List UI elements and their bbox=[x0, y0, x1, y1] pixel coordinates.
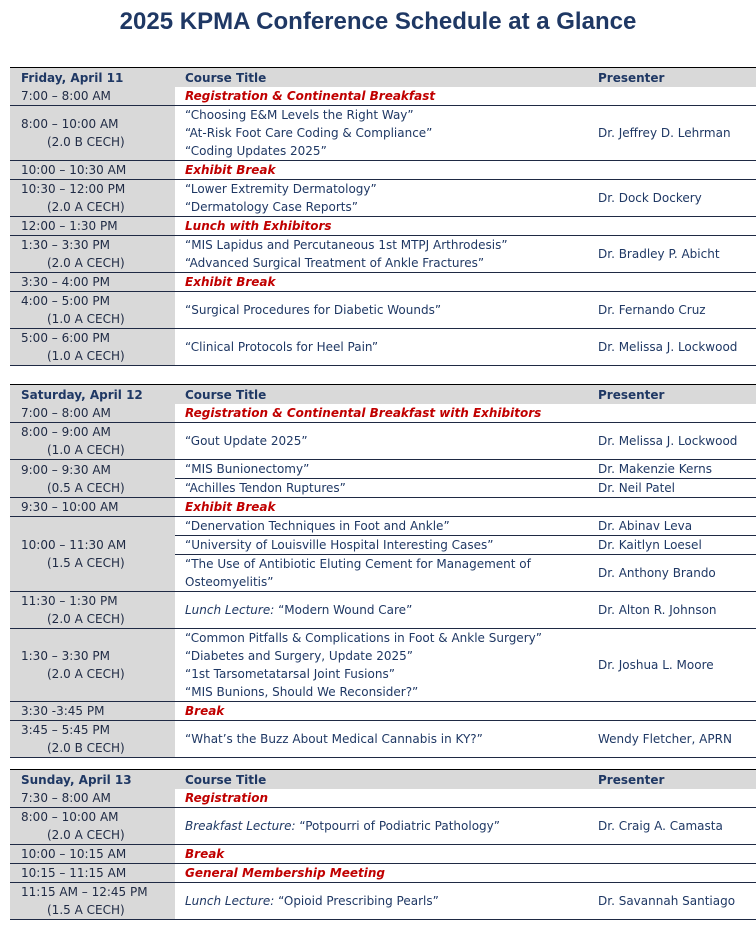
presenter-name bbox=[588, 702, 756, 721]
cech-credit: (2.0 B CECH) bbox=[47, 741, 125, 755]
page-title: 2025 KPMA Conference Schedule at a Glance bbox=[119, 8, 637, 35]
table-row bbox=[10, 273, 756, 292]
presenter-name: Dr. Neil Patel bbox=[588, 479, 756, 498]
table-row bbox=[10, 883, 756, 920]
time-text: 4:00 – 5:00 PM bbox=[21, 294, 110, 308]
course-title: “Advanced Surgical Treatment of Ankle Fractures” bbox=[185, 256, 485, 270]
lecture-type-label: Lunch Lecture: bbox=[185, 894, 279, 908]
course-title: “Coding Updates 2025” bbox=[185, 144, 327, 158]
session-break-label: Break bbox=[185, 847, 225, 861]
cech-credit: (1.0 A CECH) bbox=[47, 349, 125, 363]
table-row bbox=[10, 808, 756, 845]
time-cell bbox=[10, 180, 175, 217]
course-title-cell bbox=[175, 721, 588, 758]
course-title-cell bbox=[175, 273, 588, 292]
course-title: “MIS Bunionectomy” bbox=[175, 460, 588, 479]
presenter-name bbox=[588, 161, 756, 180]
cech-credit: (2.0 A CECH) bbox=[47, 256, 125, 270]
time-text: 8:00 – 10:00 AM bbox=[21, 117, 119, 131]
presenter-name: Wendy Fletcher, APRN bbox=[588, 721, 756, 758]
table-row bbox=[10, 629, 756, 702]
time-slot bbox=[10, 161, 175, 179]
course-title-cell bbox=[175, 180, 588, 217]
course-title: “Common Pitfalls & Complications in Foot & Ankle Surgery” bbox=[185, 631, 542, 645]
time-cell bbox=[10, 161, 175, 180]
course-title-cell bbox=[175, 217, 588, 236]
schedule-table bbox=[10, 769, 756, 920]
presenter-name: Dr. Jeffrey D. Lehrman bbox=[588, 106, 756, 161]
time-slot bbox=[10, 592, 175, 628]
course-title: “Surgical Procedures for Diabetic Wounds” bbox=[185, 303, 442, 317]
course-title-cell bbox=[175, 864, 588, 883]
time-cell bbox=[10, 864, 175, 883]
session-break-label: Lunch with Exhibitors bbox=[185, 219, 332, 233]
time-slot bbox=[10, 721, 175, 757]
course-title: “Lower Extremity Dermatology” bbox=[185, 182, 377, 196]
time-cell bbox=[10, 236, 175, 273]
time-text: 10:00 – 10:30 AM bbox=[21, 163, 127, 177]
time-cell bbox=[10, 460, 175, 498]
course-title: “Modern Wound Care” bbox=[278, 603, 413, 617]
time-text: 5:00 – 6:00 PM bbox=[21, 331, 110, 345]
course-title: “Potpourri of Podiatric Pathology” bbox=[299, 819, 500, 833]
time-text: 9:00 – 9:30 AM bbox=[21, 462, 111, 477]
table-row bbox=[10, 864, 756, 883]
day-header: Saturday, April 12 bbox=[10, 385, 175, 405]
course-title-cell bbox=[175, 292, 588, 329]
session-break-label: Registration & Continental Breakfast with Exhibitors bbox=[185, 406, 542, 420]
session-break-label: Exhibit Break bbox=[185, 275, 276, 289]
time-cell bbox=[10, 845, 175, 864]
session-break-label: Break bbox=[185, 704, 225, 718]
course-title: “Diabetes and Surgery, Update 2025” bbox=[185, 649, 413, 663]
time-slot bbox=[10, 236, 175, 272]
course-title: “Opioid Prescribing Pearls” bbox=[278, 894, 439, 908]
time-slot bbox=[10, 498, 175, 516]
time-slot bbox=[10, 808, 175, 844]
time-cell bbox=[10, 808, 175, 845]
time-text: 3:45 – 5:45 PM bbox=[21, 723, 110, 737]
course-title: “What’s the Buzz About Medical Cannabis in KY?” bbox=[185, 732, 483, 746]
time-text: 10:15 – 11:15 AM bbox=[21, 866, 127, 880]
day-header: Sunday, April 13 bbox=[10, 770, 175, 790]
time-slot bbox=[10, 423, 175, 459]
course-title: “Dermatology Case Reports” bbox=[185, 200, 358, 214]
lecture-type-label: Lunch Lecture: bbox=[185, 603, 279, 617]
course-title: “1st Tarsometatarsal Joint Fusions” bbox=[185, 667, 395, 681]
time-text: 3:30 -3:45 PM bbox=[21, 704, 105, 718]
course-title: “Achilles Tendon Ruptures” bbox=[175, 479, 588, 498]
course-title-cell bbox=[175, 629, 588, 702]
presenter-name: Dr. Alton R. Johnson bbox=[588, 592, 756, 629]
table-header-row bbox=[10, 385, 756, 405]
cech-credit: (2.0 B CECH) bbox=[47, 135, 125, 149]
presenter-name: Dr. Anthony Brando bbox=[588, 555, 756, 592]
cech-credit: (2.0 A CECH) bbox=[47, 828, 125, 842]
time-text: 11:30 – 1:30 PM bbox=[21, 594, 118, 608]
course-title-cell bbox=[175, 161, 588, 180]
time-cell bbox=[10, 702, 175, 721]
course-title-cell bbox=[175, 498, 588, 517]
table-row bbox=[10, 517, 756, 536]
time-cell bbox=[10, 273, 175, 292]
table-row bbox=[10, 236, 756, 273]
table-row bbox=[10, 329, 756, 366]
time-slot bbox=[10, 292, 175, 328]
session-break-label: General Membership Meeting bbox=[185, 866, 385, 880]
time-cell bbox=[10, 292, 175, 329]
time-text: 7:00 – 8:00 AM bbox=[21, 406, 111, 420]
time-text: 1:30 – 3:30 PM bbox=[21, 238, 110, 252]
time-cell bbox=[10, 106, 175, 161]
session-break-label: Exhibit Break bbox=[185, 500, 276, 514]
time-cell bbox=[10, 87, 175, 106]
cech-credit: (1.0 A CECH) bbox=[47, 443, 125, 457]
lecture-type-label: Breakfast Lecture: bbox=[185, 819, 300, 833]
time-cell bbox=[10, 883, 175, 920]
schedule-table bbox=[10, 67, 756, 366]
cech-credit: (1.5 A CECH) bbox=[47, 556, 125, 570]
presenter-name: Dr. Kaitlyn Loesel bbox=[588, 536, 756, 555]
session-break-label: Exhibit Break bbox=[185, 163, 276, 177]
time-slot bbox=[10, 883, 175, 919]
presenter-header: Presenter bbox=[588, 385, 756, 405]
table-row bbox=[10, 789, 756, 808]
time-slot bbox=[10, 536, 175, 572]
course-title-header: Course Title bbox=[175, 385, 588, 405]
time-cell bbox=[10, 517, 175, 592]
time-slot bbox=[10, 329, 175, 365]
table-row bbox=[10, 217, 756, 236]
course-title-cell bbox=[175, 808, 588, 845]
time-slot bbox=[10, 845, 175, 863]
time-cell bbox=[10, 592, 175, 629]
time-slot bbox=[10, 864, 175, 882]
course-title-cell bbox=[175, 404, 588, 423]
course-title-cell bbox=[175, 423, 588, 460]
session-break-label: Registration bbox=[185, 791, 269, 805]
table-row bbox=[10, 460, 756, 479]
lecture-line bbox=[185, 817, 588, 835]
course-title-cell bbox=[175, 236, 588, 273]
time-cell bbox=[10, 423, 175, 460]
day-header: Friday, April 11 bbox=[10, 68, 175, 88]
presenter-name: Dr. Fernando Cruz bbox=[588, 292, 756, 329]
presenter-name: Dr. Dock Dockery bbox=[588, 180, 756, 217]
presenter-name: Dr. Makenzie Kerns bbox=[588, 460, 756, 479]
time-text: 12:00 – 1:30 PM bbox=[21, 219, 118, 233]
course-title: “Clinical Protocols for Heel Pain” bbox=[185, 340, 379, 354]
table-row bbox=[10, 180, 756, 217]
presenter-header: Presenter bbox=[588, 68, 756, 88]
schedule-table bbox=[10, 384, 756, 758]
course-title: “MIS Lapidus and Percutaneous 1st MTPJ Arthrodesis” bbox=[185, 238, 508, 252]
time-text: 8:00 – 9:00 AM bbox=[21, 425, 111, 439]
presenter-name bbox=[588, 789, 756, 808]
course-title-header: Course Title bbox=[175, 770, 588, 790]
presenter-name: Dr. Craig A. Camasta bbox=[588, 808, 756, 845]
lecture-line bbox=[185, 601, 588, 619]
course-title: “Denervation Techniques in Foot and Ankle” bbox=[175, 517, 588, 536]
table-row bbox=[10, 161, 756, 180]
presenter-name bbox=[588, 273, 756, 292]
time-slot bbox=[10, 180, 175, 216]
cech-credit: (1.5 A CECH) bbox=[47, 903, 125, 917]
table-row bbox=[10, 845, 756, 864]
cech-credit: (2.0 A CECH) bbox=[47, 200, 125, 214]
table-row bbox=[10, 106, 756, 161]
time-slot bbox=[10, 404, 175, 422]
cech-credit: (0.5 A CECH) bbox=[47, 480, 125, 495]
presenter-name bbox=[588, 87, 756, 106]
table-header-row bbox=[10, 770, 756, 790]
presenter-name: Dr. Melissa J. Lockwood bbox=[588, 329, 756, 366]
time-slot bbox=[10, 115, 175, 151]
presenter-name: Dr. Bradley P. Abicht bbox=[588, 236, 756, 273]
time-text: 7:30 – 8:00 AM bbox=[21, 791, 111, 805]
table-row bbox=[10, 423, 756, 460]
table-row bbox=[10, 498, 756, 517]
time-slot bbox=[10, 217, 175, 235]
table-row bbox=[10, 702, 756, 721]
presenter-name: Dr. Savannah Santiago bbox=[588, 883, 756, 920]
time-cell bbox=[10, 721, 175, 758]
cech-credit: (2.0 A CECH) bbox=[47, 667, 125, 681]
course-title-header: Course Title bbox=[175, 68, 588, 88]
time-slot bbox=[10, 789, 175, 807]
course-title-cell bbox=[175, 702, 588, 721]
course-title: “At-Risk Foot Care Coding & Compliance” bbox=[185, 126, 433, 140]
time-text: 11:15 AM – 12:45 PM bbox=[21, 885, 148, 899]
time-slot bbox=[10, 87, 175, 105]
table-row bbox=[10, 721, 756, 758]
presenter-name: Dr. Melissa J. Lockwood bbox=[588, 423, 756, 460]
table-row bbox=[10, 404, 756, 423]
presenter-name: Dr. Abinav Leva bbox=[588, 517, 756, 536]
table-row bbox=[10, 87, 756, 106]
time-cell bbox=[10, 404, 175, 423]
presenter-name bbox=[588, 217, 756, 236]
time-text: 10:00 – 10:15 AM bbox=[21, 847, 127, 861]
time-text: 3:30 – 4:00 PM bbox=[21, 275, 110, 289]
course-title: “The Use of Antibiotic Eluting Cement for Management of Osteomyelitis” bbox=[175, 555, 588, 592]
course-title: “Choosing E&M Levels the Right Way” bbox=[185, 108, 414, 122]
cech-credit: (2.0 A CECH) bbox=[47, 612, 125, 626]
time-slot bbox=[10, 273, 175, 291]
table-header-row bbox=[10, 68, 756, 88]
time-slot bbox=[10, 702, 175, 720]
course-title-cell bbox=[175, 106, 588, 161]
course-title-cell bbox=[175, 883, 588, 920]
presenter-name bbox=[588, 498, 756, 517]
course-title: “Gout Update 2025” bbox=[185, 434, 308, 448]
cech-credit: (1.0 A CECH) bbox=[47, 312, 125, 326]
time-text: 7:00 – 8:00 AM bbox=[21, 89, 111, 103]
time-slot bbox=[10, 461, 175, 497]
time-cell bbox=[10, 629, 175, 702]
presenter-name: Dr. Joshua L. Moore bbox=[588, 629, 756, 702]
course-title-cell bbox=[175, 845, 588, 864]
lecture-line bbox=[185, 892, 588, 910]
course-title-cell bbox=[175, 87, 588, 106]
course-title-cell bbox=[175, 329, 588, 366]
course-title-cell bbox=[175, 592, 588, 629]
session-break-label: Registration & Continental Breakfast bbox=[185, 89, 436, 103]
table-row bbox=[10, 292, 756, 329]
time-text: 10:30 – 12:00 PM bbox=[21, 182, 126, 196]
table-row bbox=[10, 592, 756, 629]
time-text: 9:30 – 10:00 AM bbox=[21, 500, 119, 514]
time-cell bbox=[10, 789, 175, 808]
presenter-name bbox=[588, 845, 756, 864]
time-text: 8:00 – 10:00 AM bbox=[21, 810, 119, 824]
course-title: “MIS Bunions, Should We Reconsider?” bbox=[185, 685, 419, 699]
time-text: 10:00 – 11:30 AM bbox=[21, 538, 127, 552]
time-text: 1:30 – 3:30 PM bbox=[21, 649, 110, 663]
time-cell bbox=[10, 329, 175, 366]
time-cell bbox=[10, 498, 175, 517]
presenter-name bbox=[588, 864, 756, 883]
time-cell bbox=[10, 217, 175, 236]
course-title-cell bbox=[175, 789, 588, 808]
presenter-header: Presenter bbox=[588, 770, 756, 790]
course-title: “University of Louisville Hospital Interesting Cases” bbox=[175, 536, 588, 555]
time-slot bbox=[10, 647, 175, 683]
presenter-name bbox=[588, 404, 756, 423]
